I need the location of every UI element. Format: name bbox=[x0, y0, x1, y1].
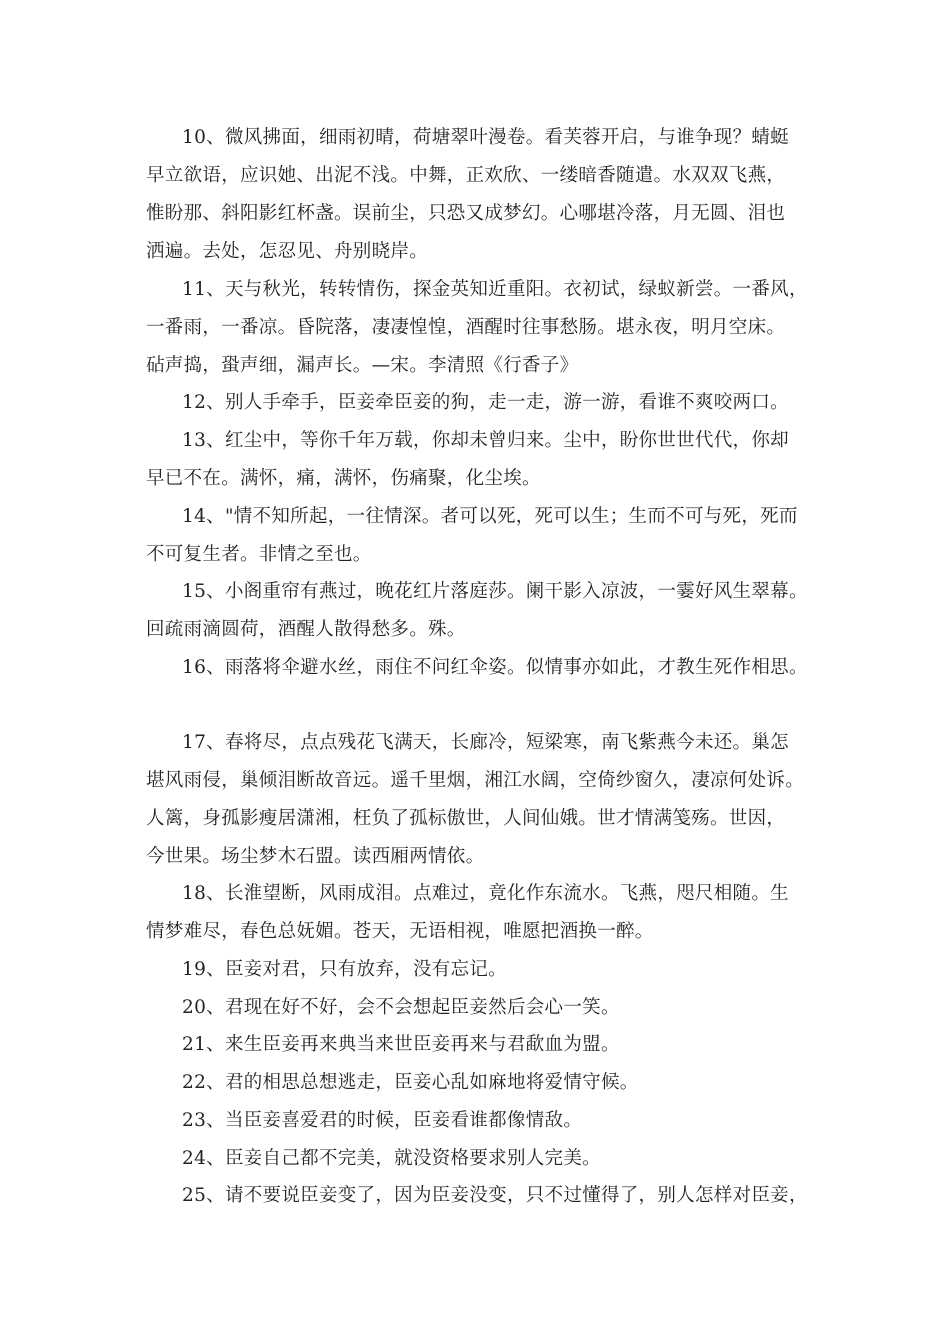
text-line: 回疏雨滴圆荷，酒醒人散得愁多。殊。 bbox=[146, 619, 466, 640]
text-line: 一番雨，一番凉。昏院落，凄凄惶惶，酒醒时往事愁肠。堪永夜，明月空床。 bbox=[146, 317, 786, 338]
text-line: 砧声捣，蛩声细，漏声长。—宋。李清照《行香子》 bbox=[146, 355, 579, 376]
text-line: 今世果。场尘梦木石盟。读西厢两情依。 bbox=[146, 846, 485, 867]
text-line: 15、小阁重帘有燕过，晚花红片落庭莎。阑干影入凉波，一霎好风生翠幕。 bbox=[182, 581, 808, 602]
text-line: 洒遍。去处，怎忍见、舟别晓岸。 bbox=[146, 241, 429, 262]
text-line: 24、臣妾自己都不完美，就没资格要求别人完美。 bbox=[182, 1148, 601, 1169]
text-line: 25、请不要说臣妾变了，因为臣妾没变，只不过懂得了，别人怎样对臣妾， bbox=[182, 1185, 808, 1206]
text-line: 10、微风拂面，细雨初晴，荷塘翠叶漫卷。看芙蓉开启，与谁争现？蜻蜓 bbox=[182, 127, 789, 148]
text-line: 不可复生者。非情之至也。 bbox=[146, 544, 372, 565]
text-line: 堪风雨侵，巢倾泪断故音远。遥千里烟，湘江水阔，空倚纱窗久，凄凉何处诉。 bbox=[146, 770, 805, 791]
text-line: 11、天与秋光，转转情伤，探金英知近重阳。衣初试，绿蚁新尝。一番风， bbox=[182, 279, 808, 300]
text-line: 早已不在。满怀，痛，满怀，伤痛聚，化尘埃。 bbox=[146, 468, 541, 489]
text-line: 19、臣妾对君，只有放弃，没有忘记。 bbox=[182, 959, 507, 980]
text-line: 情梦难尽，春色总妩媚。苍天，无语相视，唯愿把酒换一醉。 bbox=[146, 921, 654, 942]
text-line: 21、来生臣妾再来典当来世臣妾再来与君歃血为盟。 bbox=[182, 1034, 620, 1055]
text-line: 12、别人手牵手，臣妾牵臣妾的狗，走一走，游一游，看谁不爽咬两口。 bbox=[182, 392, 789, 413]
text-line: 18、长淮望断，风雨成泪。点难过，竟化作东流水。飞燕，咫尺相随。生 bbox=[182, 883, 789, 904]
text-line: 早立欲语，应识她、出泥不浅。中舞，正欢欣、一缕暗香随遣。水双双飞燕， bbox=[146, 165, 786, 186]
text-line: 17、春将尽，点点残花飞满天，长廊冷，短梁寒，南飞紫燕今未还。巢怎 bbox=[182, 732, 789, 753]
text-line: 13、红尘中，等你千年万载，你却未曾归来。尘中，盼你世世代代，你却 bbox=[182, 430, 789, 451]
text-line: 20、君现在好不好，会不会想起臣妾然后会心一笑。 bbox=[182, 997, 620, 1018]
text-line: 14、"情不知所起，一往情深。者可以死，死可以生；生而不可与死，死而 bbox=[182, 506, 798, 527]
text-line: 22、君的相思总想逃走，臣妾心乱如麻地将爱情守候。 bbox=[182, 1072, 639, 1093]
text-line: 人篱，身孤影瘦居潇湘，枉负了孤标傲世，人间仙娥。世才情满笺殇。世因， bbox=[146, 808, 786, 829]
text-line: 16、雨落将伞避水丝，雨住不问红伞姿。似情事亦如此，才教生死作相思。 bbox=[182, 657, 808, 678]
text-line: 惟盼那、斜阳影红杯盏。误前尘，只恐又成梦幻。心哪堪冷落，月无圆、泪也 bbox=[146, 203, 786, 224]
text-line: 23、当臣妾喜爱君的时候，臣妾看谁都像情敌。 bbox=[182, 1110, 583, 1131]
